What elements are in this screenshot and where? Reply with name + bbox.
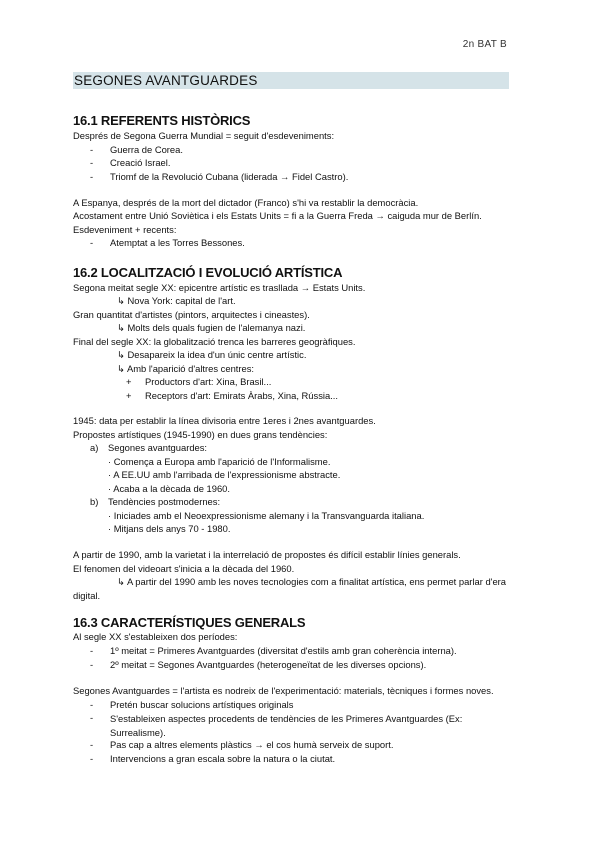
paragraph: Final del segle XX: la globalització trenca les barreres geogràfiques. [73,336,356,347]
list-item: Pas cap a altres elements plàstics → el cos humà serveix de suport. [110,739,394,750]
paragraph: 1945: data per establir la línea divisoria entre 1eres i 2nes avantguardes. [73,415,376,426]
sub-point: ↳ Nova York: capital de l'art. [117,295,236,306]
list-item: Triomf de la Revolució Cubana (liderada → Fidel Castro). [110,171,349,182]
paragraph: Propostes artístiques (1945-1990) en dues grans tendències: [73,429,328,440]
paragraph: A partir de 1990, amb la varietat i la interrelació de propostes és difícil establir línies generals. [73,549,461,560]
paragraph: A Espanya, després de la mort del dictador (Franco) s'hi va restablir la democràcia. [73,197,419,208]
bullet-plus: + [126,376,132,387]
sub-point: ↳ A partir del 1990 amb les noves tecnologies com a finalitat artística, ens permet parlar d'era [117,576,507,587]
paragraph: Gran quantitat d'artistes (pintors, arquitectes i cineastes). [73,309,310,320]
bullet-dash: - [90,144,94,155]
bullet-dash: - [90,699,94,710]
paragraph: Segones Avantguardes = l'artista es nodreix de l'experimentació: materials, tècniques i formes noves. [73,685,494,696]
bullet-dash: - [90,659,94,670]
paragraph: Segona meitat segle XX: epicentre artístic es trasllada → Estats Units. [73,282,366,293]
list-item: Creació Israel. [110,157,171,168]
sub-point: · Acaba a la dècada de 1960. [108,483,230,494]
bullet-dash: - [90,712,94,723]
list-item: Pretén buscar solucions artístiques originals [110,699,294,710]
list-item: S'estableixen aspectes procedents de tendències de les Primeres Avantguardes (Ex: Surrealisme). [110,713,463,738]
sub-point: · A EE.UU amb l'arribada de l'expressionisme abstracte. [108,469,341,480]
paragraph: Després de Segona Guerra Mundial = seguit d'esdeveniments: [73,130,335,141]
list-item: Intervencions a gran escala sobre la natura o la ciutat. [110,753,336,764]
section-heading-16-1: 16.1 REFERENTS HISTÒRICS [73,113,251,128]
list-marker: b) [90,496,99,507]
section-heading-16-3: 16.3 CARACTERÍSTIQUES GENERALS [73,615,306,630]
section-heading-16-2: 16.2 LOCALITZACIÓ I EVOLUCIÓ ARTÍSTICA [73,265,343,280]
bullet-dash: - [90,739,94,750]
list-item: Atemptat a les Torres Bessones. [110,237,245,248]
bullet-dash: - [90,645,94,656]
page-title: SEGONES AVANTGUARDES [73,72,509,89]
list-item: Guerra de Corea. [110,144,183,155]
bullet-dash: - [90,171,94,182]
paragraph: El fenomen del videoart s'inicia a la dècada del 1960. [73,563,295,574]
list-item: 2º meitat = Segones Avantguardes (heterogeneïtat de les diverses opcions). [110,659,427,670]
list-item: Tendències postmodernes: [108,496,221,507]
sub-point: ↳ Desapareix la idea d'un únic centre artístic. [117,349,307,360]
sub-point: ↳ Amb l'aparició d'altres centres: [117,363,255,374]
paragraph: Acostament entre Unió Soviètica i els Estats Units = fi a la Guerra Freda → caiguda mur de Berlín. [73,210,482,221]
paragraph: Esdeveniment + recents: [73,224,177,235]
list-item: Productors d'art: Xina, Brasil... [145,376,272,387]
paragraph: digital. [73,590,101,601]
bullet-plus: + [126,390,132,401]
list-item: Receptors d'art: Emirats Àrabs, Xina, Rússia... [145,390,339,401]
bullet-dash: - [90,753,94,764]
sub-point: ↳ Molts dels quals fugien de l'alemanya nazi. [117,322,306,333]
list-item: Segones avantguardes: [108,442,208,453]
sub-point: · Comença a Europa amb l'aparició de l'Informalisme. [108,456,331,467]
course-label: 2n BAT B [462,39,507,50]
list-marker: a) [90,442,99,453]
list-item: 1º meitat = Primeres Avantguardes (diversitat d'estils amb gran coherència interna). [110,645,457,656]
bullet-dash: - [90,157,94,168]
sub-point: · Mitjans dels anys 70 - 1980. [108,523,231,534]
paragraph: Al segle XX s'estableixen dos períodes: [73,631,238,642]
sub-point: · Iniciades amb el Neoexpressionisme alemany i la Transvanguarda italiana. [108,510,425,521]
bullet-dash: - [90,237,94,248]
